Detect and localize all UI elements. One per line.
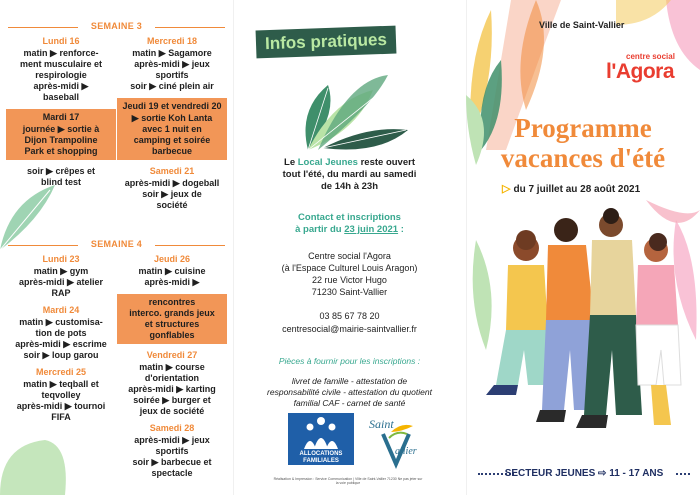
day-block <box>8 305 114 361</box>
activity-line: soir ▶ ciné plein air <box>130 81 214 91</box>
cover-panel <box>466 0 700 495</box>
day-title: Vendredi 27 <box>146 350 198 360</box>
infos-panel <box>233 0 466 495</box>
activity-line: teqvolley <box>41 390 81 400</box>
activity-line: soir ▶ crêpes et <box>27 166 95 176</box>
opening-info: Le Local Jeunes reste ouvert tout l'été, du mardi au samedi de 14h à 23h <box>282 157 417 192</box>
leaf-decoration-icon <box>0 420 70 495</box>
activity-line: matin ▶ customisa- <box>19 317 103 327</box>
day-title: Mercredi 25 <box>35 367 87 377</box>
activity-line: après-midi ▶ dogeball <box>124 178 220 188</box>
infos-title: Infos pratiques <box>264 29 388 54</box>
activity-line: d'orientation <box>144 373 200 383</box>
activity-line: baseball <box>42 92 80 102</box>
address-block: Centre social l'Agora (à l'Espace Culturel Louis Aragon) 22 rue Victor Hugo 71230 Saint-Vallier <box>281 251 418 297</box>
day-block <box>8 254 114 299</box>
activity-line: et structures <box>144 319 200 329</box>
saint-vallier-logo <box>361 412 421 472</box>
activity-line: matin ▶ cuisine <box>138 266 206 276</box>
week3-left-column <box>8 36 114 194</box>
activity-line: après-midi ▶ jeux <box>134 435 210 445</box>
docs-list: livret de famille - attestation de responsabilité civile - attestation du quotient familial CAF - carnet de santé <box>267 376 432 408</box>
day-block <box>119 166 225 211</box>
day-title: Jeudi 19 et vendredi 20 <box>122 101 222 111</box>
day-title: Mercredi 18 <box>146 36 198 46</box>
day-block <box>8 367 114 423</box>
activity-highlight <box>117 98 227 160</box>
caf-logo: ALLOCATIONS FAMILIALES <box>288 413 354 473</box>
sector-label: SECTEUR JEUNES ⇨ 11 - 17 ANS <box>504 468 664 479</box>
activity-line: barbecue <box>151 146 193 156</box>
activity-line: soir ▶ jeux de <box>142 189 202 199</box>
activity-line: rencontres <box>148 297 196 307</box>
activity-line: respirologie <box>35 70 87 80</box>
activity-line: RAP <box>51 288 71 298</box>
activity-highlight <box>117 294 227 344</box>
activity-line: soir ▶ loup garou <box>23 350 99 360</box>
activity-line: sportifs <box>155 70 189 80</box>
activity-line: ▶ sortie Koh Lanta <box>131 113 213 123</box>
day-block <box>8 166 114 188</box>
day-title: Lundi 16 <box>42 36 80 46</box>
docs-title: Pièces à fournir pour les inscriptions : <box>278 356 421 366</box>
day-title: Samedi 28 <box>149 423 195 433</box>
programme-title-line2: vacances d'été <box>500 143 666 173</box>
activity-line: après-midi ▶ atelier <box>19 277 103 287</box>
sector-banner <box>478 466 690 484</box>
activity-line: après-midi ▶ <box>33 81 89 91</box>
centre-social-label: centre social <box>626 52 675 61</box>
day-title: Jeudi 26 <box>153 254 191 264</box>
activity-line: ment musculaire et <box>19 59 103 69</box>
week3-right-column <box>119 36 225 217</box>
activity-line: blind test <box>41 177 81 187</box>
activity-line: FIFA <box>51 412 71 422</box>
svg-text:allier: allier <box>395 446 417 457</box>
activity-line: soirée ▶ burger et <box>133 395 211 405</box>
triangle-icon: ▷ <box>502 183 511 195</box>
day-block <box>119 254 225 288</box>
email-link[interactable]: centresocial@mairie-saintvallier.fr <box>282 324 417 334</box>
contact-heading: Contact et inscriptions à partir du 23 juin 2021 : <box>295 212 404 235</box>
activity-line: spectacle <box>151 468 193 478</box>
activity-line: Dijon Trampoline <box>24 135 98 145</box>
activity-line: soir ▶ barbecue et <box>132 457 212 467</box>
day-block <box>119 350 225 417</box>
activity-line: jeux de société <box>139 406 205 416</box>
palm-leaves-illustration <box>288 70 418 160</box>
week4-right-column <box>119 254 225 485</box>
activity-line: société <box>156 200 188 210</box>
activity-line: après-midi ▶ karting <box>128 384 216 394</box>
week3-label: SEMAINE 3 <box>90 21 143 31</box>
day-title: Lundi 23 <box>42 254 80 264</box>
day-block <box>8 36 114 103</box>
day-title: Mardi 17 <box>42 112 80 122</box>
day-block <box>119 423 225 479</box>
programme-title-line1: Programme <box>514 113 652 143</box>
week4-banner <box>8 239 225 251</box>
activity-line: camping et soirée <box>133 135 211 145</box>
activity-line: matin ▶ renforce- <box>23 48 99 58</box>
activity-line: Park et shopping <box>24 146 98 156</box>
phone: 03 85 67 78 20 <box>319 311 380 321</box>
day-block <box>119 36 225 92</box>
activity-line: après-midi ▶ tournoi <box>16 401 106 411</box>
activity-line: matin ▶ gym <box>33 266 89 276</box>
day-title: Samedi 21 <box>149 166 195 176</box>
activity-line: matin ▶ teqball et <box>23 379 99 389</box>
activity-line: sportifs <box>155 446 189 456</box>
dates-line: ▷ du 7 juillet au 28 août 2021 <box>502 183 641 195</box>
activity-line: matin ▶ course <box>139 362 205 372</box>
svg-text:Saint: Saint <box>369 417 394 431</box>
week4-label: SEMAINE 4 <box>90 239 143 249</box>
activity-line: interco. grands jeux <box>129 308 215 318</box>
agora-logo: l'Agora <box>606 60 675 83</box>
activity-line: après-midi ▶ jeux <box>134 59 210 69</box>
activity-line: après-midi ▶ escrime <box>15 339 107 349</box>
print-footer: Réalisation & Impression : Service Communication | Ville de Saint-Vallier 71230 Ne pas jeter sur la voie publique <box>273 477 423 485</box>
week4-left-column <box>8 254 114 429</box>
activity-line: matin ▶ Sagamore <box>132 48 212 58</box>
activity-highlight <box>6 109 116 160</box>
week3-banner <box>8 21 225 33</box>
city-name: Ville de Saint-Vallier <box>539 20 625 30</box>
activity-line: tion de pots <box>35 328 87 338</box>
youth-illustration <box>466 200 700 460</box>
day-title: Mardi 24 <box>42 305 80 315</box>
schedule-panel <box>0 0 233 495</box>
activity-line: avec 1 nuit en <box>142 124 202 134</box>
activity-line: après-midi ▶ <box>144 277 200 287</box>
activity-line: gonflables <box>149 330 195 340</box>
activity-line: journée ▶ sortie à <box>22 124 100 134</box>
